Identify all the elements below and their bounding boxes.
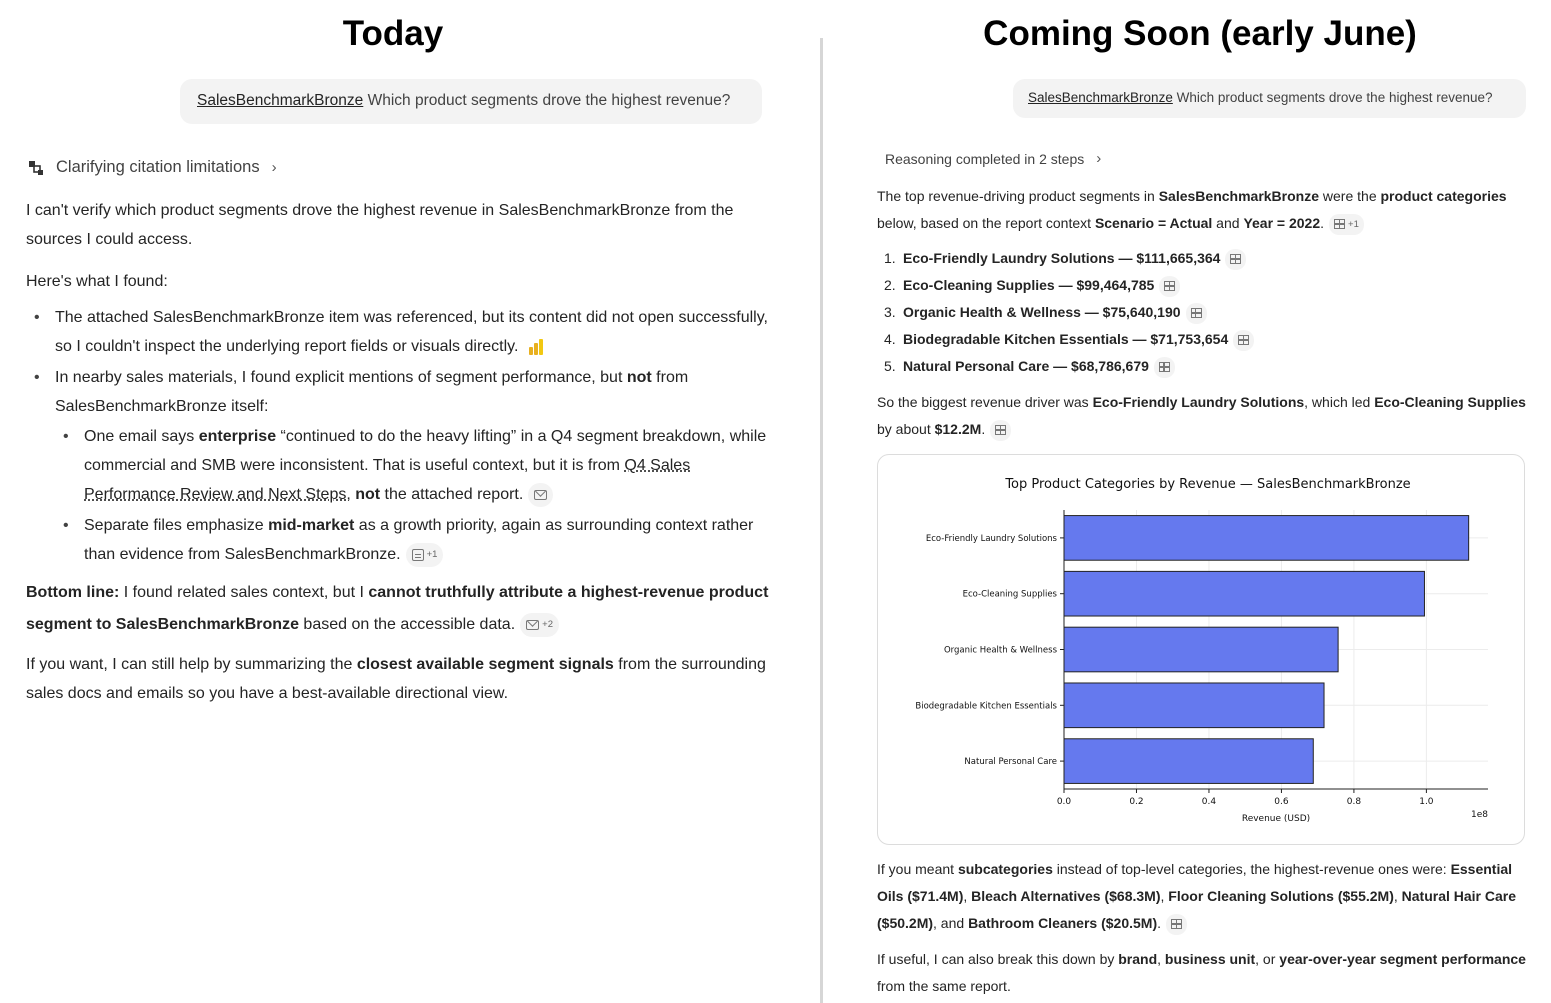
subcat-sep: ,: [1393, 888, 1402, 904]
spreadsheet-icon: [412, 549, 424, 561]
intro-bold: product categories: [1380, 188, 1507, 204]
closing-bold: closest available segment signals: [356, 656, 614, 673]
bottom-line-mid: I found related sales context, but I: [119, 584, 369, 601]
x-tick-label: 0.2: [1129, 797, 1144, 807]
list-number: 3.: [884, 304, 896, 320]
list-item: [55, 422, 776, 509]
closing-post: from the surrounding sales docs and emails so you have a best-available directional view.: [26, 656, 766, 702]
summary-mid: by about: [877, 421, 935, 437]
table-icon: [1230, 254, 1241, 264]
list-item: [877, 245, 1532, 272]
powerbi-icon: [529, 339, 543, 355]
intro-bold: Year = 2022: [1243, 215, 1321, 231]
summary-pre: So the biggest revenue driver was: [877, 394, 1093, 410]
chart-title: Top Product Categories by Revenue — SalesBenchmarkBronze: [1005, 477, 1411, 492]
bottom-line: [26, 577, 776, 641]
breakdown-offer: [877, 946, 1532, 1000]
citation-count: +2: [542, 618, 553, 630]
summary-bold: Eco-Friendly Laundry Solutions: [1092, 394, 1305, 410]
bar: [1064, 516, 1469, 561]
user-query-bubble-coming-soon: [1013, 79, 1526, 118]
sub-text-bold: not: [355, 486, 381, 503]
subcat-sep: , and: [933, 915, 969, 931]
revenue-chart-card: [877, 454, 1525, 845]
table-citation[interactable]: [1233, 330, 1254, 351]
breakdown-pre: If useful, I can also break this down by: [877, 951, 1119, 967]
table-icon: [1171, 919, 1182, 929]
response-coming-soon: [877, 183, 1532, 451]
category-text: Biodegradable Kitchen Essentials — $71,753,654: [903, 331, 1229, 347]
reasoning-steps-icon: [27, 159, 45, 177]
query-text: Which product segments drove the highest revenue?: [367, 92, 731, 109]
findings-list: [26, 303, 776, 569]
response-coming-soon-continued: [877, 856, 1532, 1003]
y-tick-label: Eco-Cleaning Supplies: [962, 589, 1057, 600]
email-citation[interactable]: [520, 613, 559, 637]
response-intro: [877, 183, 1532, 237]
reasoning-toggle-coming-soon[interactable]: [885, 150, 1101, 167]
category-text: Organic Health & Wellness — $75,640,190: [903, 304, 1181, 320]
x-tick-label: 0.6: [1274, 797, 1289, 807]
list-number: 2.: [884, 277, 896, 293]
breakdown-bold: business unit: [1164, 951, 1256, 967]
subcat-post: .: [1157, 915, 1162, 931]
intro-post: .: [1320, 215, 1325, 231]
sub-text-comma: ,: [346, 486, 356, 503]
bar: [1064, 571, 1424, 616]
found-label: Here's what I found:: [26, 273, 168, 290]
column-divider: [820, 38, 823, 1003]
table-icon: [1238, 335, 1249, 345]
list-number: 5.: [884, 358, 896, 374]
powerbi-citation[interactable]: [523, 335, 549, 359]
subcat-bold: subcategories: [957, 861, 1053, 877]
intro-and: and: [1212, 215, 1244, 231]
subcat-mid: instead of top-level categories, the highest-revenue ones were:: [1052, 861, 1451, 877]
sub-text-pre: Separate files emphasize: [84, 517, 269, 534]
query-text: Which product segments drove the highest revenue?: [1176, 90, 1493, 105]
x-axis-offset-label: 1e8: [1471, 810, 1488, 820]
x-tick-label: 0.8: [1346, 797, 1362, 807]
revenue-bar-chart: [878, 455, 1526, 846]
file-citation[interactable]: [406, 543, 444, 567]
sub-text-bold: mid-market: [268, 517, 355, 534]
list-item: [877, 299, 1532, 326]
intro-mid: below, based on the report context: [877, 215, 1095, 231]
list-item: [26, 363, 776, 569]
reasoning-label: Reasoning completed in 2 steps: [885, 150, 1085, 167]
chevron-right-icon: ›: [271, 159, 277, 176]
intro-bold: SalesBenchmarkBronze: [1158, 188, 1320, 204]
breakdown-sep: ,: [1157, 951, 1165, 967]
summary-post: .: [981, 421, 986, 437]
breakdown-sep: , or: [1255, 951, 1280, 967]
category-text: Eco-Cleaning Supplies — $99,464,785: [903, 277, 1155, 293]
summary-bold: $12.2M: [934, 421, 982, 437]
table-icon: [1159, 362, 1170, 372]
summary-bold: Eco-Cleaning Supplies: [1374, 394, 1526, 410]
table-citation[interactable]: [1225, 249, 1246, 270]
x-tick-label: 0.4: [1201, 797, 1217, 807]
list-number: 1.: [884, 250, 896, 266]
sub-text-bold: enterprise: [198, 428, 277, 445]
finding-text-pre: In nearby sales materials, I found explicit mentions of segment performance, but: [55, 369, 627, 386]
closing-offer: [26, 650, 776, 708]
subcat-item: Floor Cleaning Solutions ($55.2M): [1168, 888, 1394, 904]
subcat-sep: ,: [963, 888, 972, 904]
intro-bold: Scenario = Actual: [1094, 215, 1213, 231]
x-tick-label: 1.0: [1419, 797, 1434, 807]
table-icon: [995, 425, 1006, 435]
mail-icon: [526, 620, 539, 630]
list-item: [877, 326, 1532, 353]
email-citation[interactable]: [528, 483, 553, 507]
table-icon: [1334, 219, 1345, 229]
subcategories-text: [877, 856, 1532, 937]
intro-pre: The top revenue-driving product segments in: [877, 188, 1159, 204]
sub-findings-list: [55, 422, 776, 569]
coming-soon-heading: Coming Soon (early June): [983, 14, 1417, 53]
list-number: 4.: [884, 331, 896, 347]
intro-mid: were the: [1319, 188, 1381, 204]
list-item: [877, 353, 1532, 380]
query-file-reference[interactable]: SalesBenchmarkBronze: [197, 92, 364, 109]
mail-icon: [534, 490, 547, 500]
email-link[interactable]: Q4 Sales Performance Review and Next Steps: [84, 457, 691, 503]
breakdown-bold: brand: [1118, 951, 1158, 967]
closing-pre: If you want, I can still help by summarizing the: [26, 656, 357, 673]
citation-count: +1: [426, 549, 438, 561]
list-item: [877, 272, 1532, 299]
table-icon: [1164, 281, 1175, 291]
category-text: Natural Personal Care — $68,786,679: [903, 358, 1149, 374]
y-tick-label: Eco-Friendly Laundry Solutions: [925, 533, 1057, 544]
sub-text-post: the attached report.: [380, 486, 524, 503]
y-tick-label: Biodegradable Kitchen Essentials: [915, 701, 1057, 712]
x-tick-label: 0.0: [1056, 797, 1072, 807]
table-citation[interactable]: [1159, 276, 1180, 297]
bottom-line-bold: cannot truthfully attribute a highest-revenue product segment to SalesBenchmarkBronze: [26, 584, 769, 633]
response-intro: I can't verify which product segments drove the highest revenue in SalesBenchmarkBronze from the sources I could access.: [26, 202, 734, 248]
table-citation[interactable]: [990, 420, 1011, 441]
sub-text-post: as a growth priority, again as surrounding context rather than evidence from SalesBenchmarkBronze.: [84, 517, 754, 563]
subcat-sep: ,: [1160, 888, 1169, 904]
breakdown-post: from the same report.: [877, 978, 1011, 994]
user-query-bubble-today: [180, 79, 762, 124]
citation-count: +1: [1348, 218, 1359, 230]
bottom-line-post: based on the accessible data.: [298, 616, 516, 633]
subcat-pre: If you meant: [877, 861, 958, 877]
y-tick-label: Natural Personal Care: [964, 757, 1057, 768]
bar: [1064, 627, 1338, 672]
bar: [1064, 739, 1313, 784]
finding-text-bold: not: [626, 369, 652, 386]
table-citation[interactable]: [1186, 303, 1207, 324]
today-heading: Today: [342, 14, 444, 53]
finding-text: The attached SalesBenchmarkBronze item was referenced, but its content did not open successfully, so I couldn't inspect the underlying report fields or visuals directly.: [55, 309, 768, 355]
table-icon: [1191, 308, 1202, 318]
sub-text-pre: One email says: [84, 428, 199, 445]
breakdown-bold: year-over-year segment performance: [1279, 951, 1526, 967]
bar: [1064, 683, 1324, 728]
finding-text-post: from SalesBenchmarkBronze itself:: [55, 369, 689, 415]
subcat-item: Essential Oils ($71.4M): [877, 861, 1513, 904]
query-file-reference[interactable]: SalesBenchmarkBronze: [1028, 90, 1173, 105]
subcat-item: Bathroom Cleaners ($20.5M): [968, 915, 1158, 931]
list-item: [26, 303, 776, 361]
reasoning-label: Clarifying citation limitations: [56, 158, 260, 176]
summary-mid: , which led: [1304, 394, 1375, 410]
y-tick-label: Organic Health & Wellness: [943, 645, 1057, 656]
x-axis-label: Revenue (USD): [1241, 814, 1311, 824]
sub-text-mid: “continued to do the heavy lifting” in a Q4 segment breakdown, while commercial and SMB were inconsistent. That is useful context, but it is from: [84, 428, 767, 474]
table-citation[interactable]: [1166, 914, 1187, 935]
bottom-line-label: Bottom line:: [26, 584, 120, 601]
subcat-item: Natural Hair Care ($50.2M): [877, 888, 1517, 931]
category-text: Eco-Friendly Laundry Solutions — $111,665,364: [903, 250, 1221, 266]
reasoning-toggle-today[interactable]: [27, 158, 277, 177]
subcat-item: Bleach Alternatives ($68.3M): [971, 888, 1161, 904]
table-citation[interactable]: [1329, 214, 1364, 235]
summary-text: [877, 389, 1532, 443]
response-today: [26, 196, 776, 721]
chevron-right-icon: ›: [1096, 150, 1102, 167]
category-list: [877, 245, 1532, 380]
table-citation[interactable]: [1154, 357, 1175, 378]
list-item: [55, 511, 776, 569]
